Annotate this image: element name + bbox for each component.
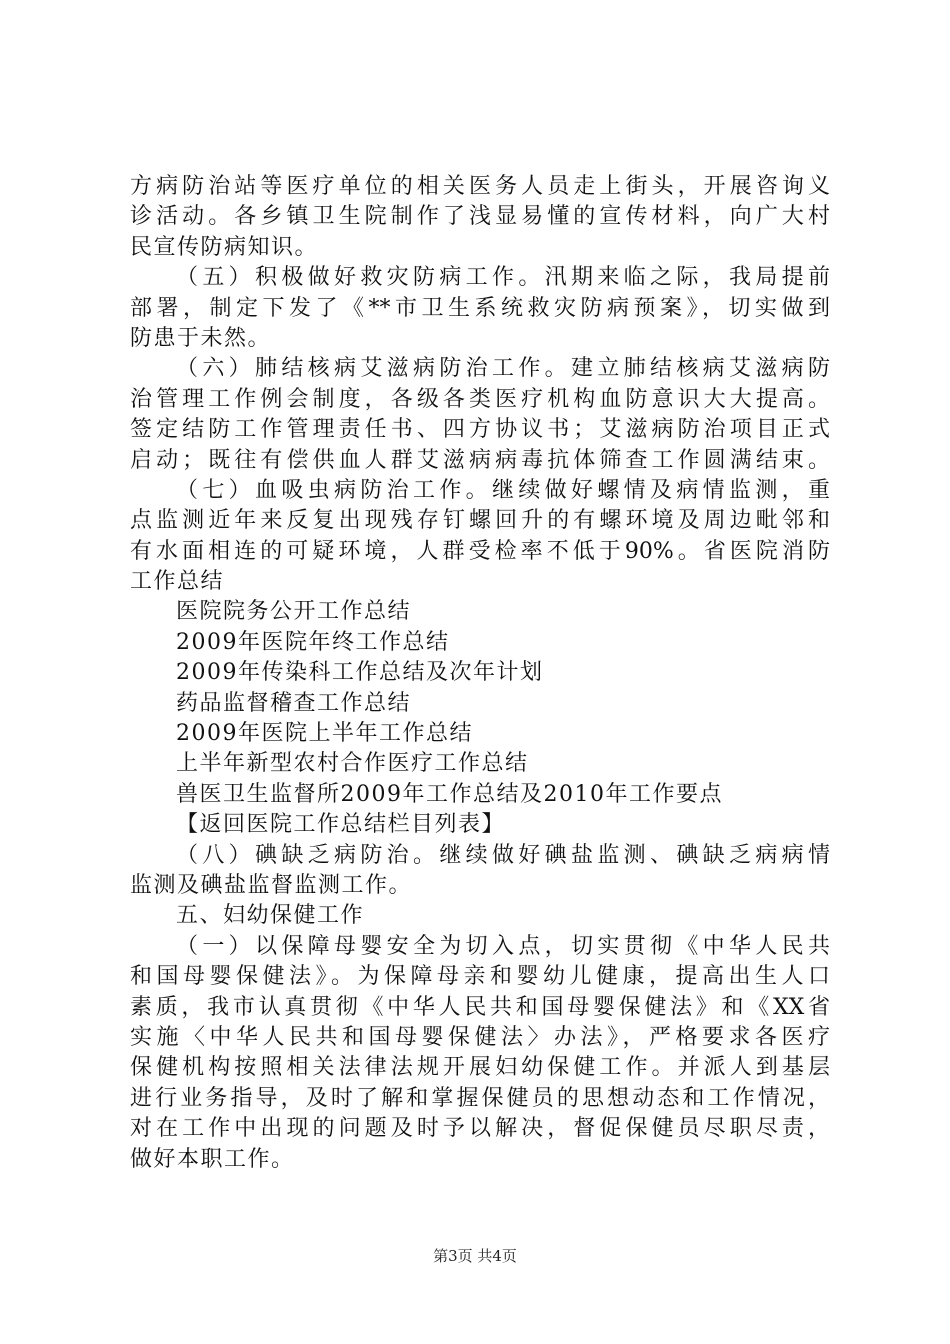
paragraph-heading-1: （一）以保障母婴安全为切入点，切实贯彻《中华人民共 bbox=[176, 933, 830, 959]
related-article-link[interactable]: 药品监督稽查工作总结 bbox=[176, 690, 412, 716]
body-line: 监测及碘盐监督监测工作。 bbox=[130, 872, 413, 898]
paragraph-heading-6: （六）肺结核病艾滋病防治工作。建立肺结核病艾滋病防 bbox=[176, 356, 830, 382]
paragraph-heading-8: （八）碘缺乏病防治。继续做好碘盐监测、碘缺乏病病情 bbox=[176, 842, 830, 868]
related-article-link[interactable]: 兽医卫生监督所2009年工作总结及2010年工作要点 bbox=[176, 781, 723, 807]
page-number-footer: 第3页 共4页 bbox=[433, 1247, 517, 1265]
document-body bbox=[130, 172, 830, 1175]
body-line: 治管理工作例会制度，各级各类医疗机构血防意识大大提高。 bbox=[130, 386, 830, 412]
related-article-link[interactable]: 上半年新型农村合作医疗工作总结 bbox=[176, 751, 529, 777]
body-line: 方病防治站等医疗单位的相关医务人员走上街头，开展咨询义 bbox=[130, 174, 830, 199]
body-line: 素质，我市认真贯彻《中华人民共和国母婴保健法》和《XX省 bbox=[130, 994, 830, 1020]
return-to-list-link[interactable]: 【返回医院工作总结栏目列表】 bbox=[176, 812, 506, 838]
body-line: 民宣传防病知识。 bbox=[130, 234, 319, 260]
related-article-link[interactable]: 2009年医院上半年工作总结 bbox=[176, 721, 473, 747]
body-line: 做好本职工作。 bbox=[130, 1146, 295, 1172]
body-line: 防患于未然。 bbox=[130, 325, 272, 351]
body-line: 工作总结 bbox=[130, 569, 225, 595]
related-article-link[interactable]: 2009年传染科工作总结及次年计划 bbox=[176, 660, 544, 686]
body-line: 和国母婴保健法》。为保障母亲和婴幼儿健康，提高出生人口 bbox=[130, 964, 830, 990]
body-line: 部署，制定下发了《**市卫生系统救灾防病预案》，切实做到 bbox=[130, 295, 830, 321]
paragraph-heading-7: （七）血吸虫病防治工作。继续做好螺情及病情监测，重 bbox=[176, 477, 830, 503]
body-line: 点监测近年来反复出现残存钉螺回升的有螺环境及周边毗邻和 bbox=[130, 508, 830, 534]
related-article-link[interactable]: 医院院务公开工作总结 bbox=[176, 599, 412, 625]
body-line: 有水面相连的可疑环境，人群受检率不低于90%。省医院消防 bbox=[130, 538, 830, 564]
body-line: 实施〈中华人民共和国母婴保健法〉办法》，严格要求各医疗 bbox=[130, 1024, 830, 1050]
body-line: 对在工作中出现的问题及时予以解决，督促保健员尽职尽责， bbox=[130, 1116, 830, 1142]
section-heading: 五、妇幼保健工作 bbox=[176, 903, 365, 929]
related-article-link[interactable]: 2009年医院年终工作总结 bbox=[176, 629, 450, 655]
body-line: 启动；既往有偿供血人群艾滋病病毒抗体筛查工作圆满结束。 bbox=[130, 447, 830, 473]
body-line: 诊活动。各乡镇卫生院制作了浅显易懂的宣传材料，向广大村 bbox=[130, 204, 830, 230]
body-line: 保健机构按照相关法律法规开展妇幼保健工作。并派人到基层 bbox=[130, 1055, 830, 1081]
paragraph-heading-5: （五）积极做好救灾防病工作。汛期来临之际，我局提前 bbox=[176, 265, 830, 291]
body-line: 进行业务指导，及时了解和掌握保健员的思想动态和工作情况， bbox=[130, 1085, 830, 1111]
body-line: 签定结防工作管理责任书、四方协议书；艾滋病防治项目正式 bbox=[130, 417, 830, 443]
